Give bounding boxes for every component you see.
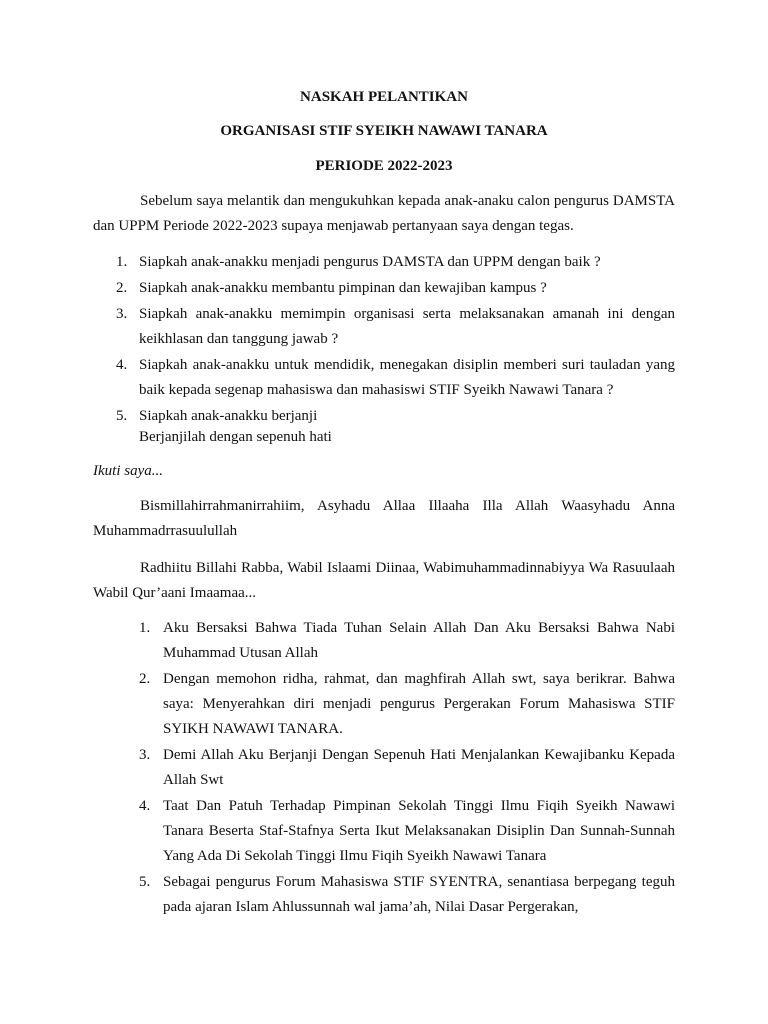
list-item: 5. Sebagai pengurus Forum Mahasiswa STIF SYENTRA, senantiasa berpegang teguh pada ajaran Islam Ahlussunnah wal jama’ah, Nilai Dasar Pergerakan, [139,874,675,915]
list-item: 3. Demi Allah Aku Berjanji Dengan Sepenuh Hati Menjalankan Kewajibanku Kepada Allah Swt [139,747,675,788]
oaths-list [139,616,675,921]
shahada-paragraph: Bismillahirrahmanirrahiim, Asyhadu Allaa Illaaha Illa Allah Waasyhadu Anna Muhammadrrasuulullah [93,498,675,539]
questions-list [116,250,675,430]
pledge-line: Berjanjilah dengan sepenuh hati [139,429,332,445]
list-item: 5. Siapkah anak-anakku berjanji [116,408,318,424]
list-item: 4. Siapkah anak-anakku untuk mendidik, menegakan disiplin memberi suri tauladan yang baik kepada segenap mahasiswa dan mahasiswi STIF Syeikh Nawawi Tanara ? [116,357,675,398]
list-item: 1. Siapkah anak-anakku menjadi pengurus DAMSTA dan UPPM dengan baik ? [116,254,601,270]
list-item: 2. Dengan memohon ridha, rahmat, dan maghfirah Allah swt, saya berikrar. Bahwa saya: Menyerahkan diri menjadi pengurus Pergerakan Forum Mahasiswa STIF SYIKH NAWAWI TANARA. [139,671,675,737]
intro-paragraph: Sebelum saya melantik dan mengukuhkan kepada anak-anaku calon pengurus DAMSTA dan UPPM Periode 2022-2023 supaya menjawab pertanyaan saya dengan tegas. [93,193,675,234]
organization-title: ORGANISASI STIF SYEIKH NAWAWI TANARA [220,123,548,139]
radhiitu-paragraph: Radhiitu Billahi Rabba, Wabil Islaami Diinaa, Wabimuhammadinnabiyya Wa Rasuulaah Wabil Qur’aani Imaamaa... [93,560,675,601]
list-item: 4. Taat Dan Patuh Terhadap Pimpinan Sekolah Tinggi Ilmu Fiqih Syeikh Nawawi Tanara Beserta Staf-Stafnya Serta Ikut Melaksanakan Disiplin Dan Sunnah-Sunnah Yang Ada Di Sekolah Tinggi Ilmu Fiqih Syeikh Nawawi Tanara [139,798,675,864]
follow-instruction: Ikuti saya... [93,463,163,479]
period-title: PERIODE 2022-2023 [315,158,453,174]
document-title: NASKAH PELANTIKAN [300,89,468,105]
list-item: 1. Aku Bersaksi Bahwa Tiada Tuhan Selain Allah Dan Aku Bersaksi Bahwa Nabi Muhammad Utusan Allah [139,620,675,661]
list-item: 2. Siapkah anak-anakku membantu pimpinan dan kewajiban kampus ? [116,280,547,296]
list-item: 3. Siapkah anak-anakku memimpin organisasi serta melaksanakan amanah ini dengan keikhlasan dan tanggung jawab ? [116,306,675,347]
